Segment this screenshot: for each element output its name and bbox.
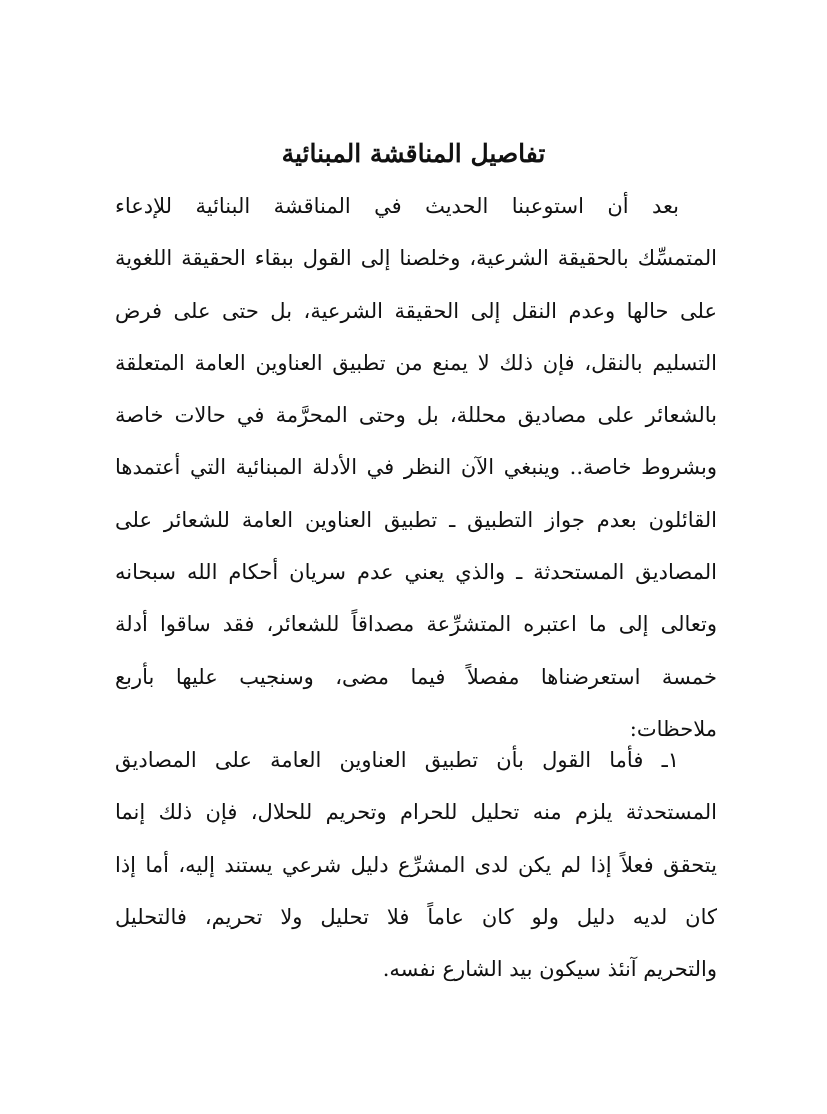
text-line: التسليم بالنقل، فإن ذلك لا يمنع من تطبيق العناوين العامة المتعلقة [115, 350, 717, 375]
text-line: بعد أن استوعبنا الحديث في المناقشة البنائية للإدعاء [115, 194, 679, 218]
text-line: المصاديق المستحدثة ـ والذي يعني عدم سريان أحكام الله سبحانه [115, 560, 717, 585]
text-line: والتحريم آنئذ سيكون بيد الشارع نفسه. [382, 957, 717, 982]
paragraph-2 [115, 734, 717, 995]
text-line: يتحقق فعلاً إذا لم يكن لدى المشرِّع دليل شرعي يستند إليه، أما إذا [115, 852, 717, 877]
text-line: خمسة استعرضناها مفصلاً فيما مضى، وسنجيب عليها بأربع [115, 664, 717, 689]
text-line: القائلون بعدم جواز التطبيق ـ تطبيق العناوين العامة للشعائر على [115, 507, 717, 532]
text-line: كان لديه دليل ولو كان عاماً فلا تحليل ولا تحريم، فالتحليل [115, 904, 717, 929]
text-line: وبشروط خاصة.. وينبغي الآن النظر في الأدلة المبنائية التي أعتمدها [115, 455, 717, 480]
page-title: تفاصيل المناقشة المبنائية [281, 139, 546, 168]
text-line: بالشعائر على مصاديق محللة، بل وحتى المحرَّمة في حالات خاصة [115, 403, 717, 428]
text-line: المستحدثة يلزم منه تحليل للحرام وتحريم للحلال، فإن ذلك إنما [115, 800, 717, 825]
paragraph-1 [115, 180, 717, 755]
text-line: ١ـ فأما القول بأن تطبيق العناوين العامة على المصاديق [115, 748, 679, 772]
text-line: وتعالى إلى ما اعتبره المتشرِّعة مصداقاً للشعائر، فقد ساقوا أدلة [115, 612, 717, 637]
text-line: ملاحظات: [629, 716, 717, 741]
text-line: المتمسِّك بالحقيقة الشرعية، وخلصنا إلى القول ببقاء الحقيقة اللغوية [115, 246, 717, 271]
text-line: على حالها وعدم النقل إلى الحقيقة الشرعية، بل حتى على فرض [115, 298, 717, 323]
